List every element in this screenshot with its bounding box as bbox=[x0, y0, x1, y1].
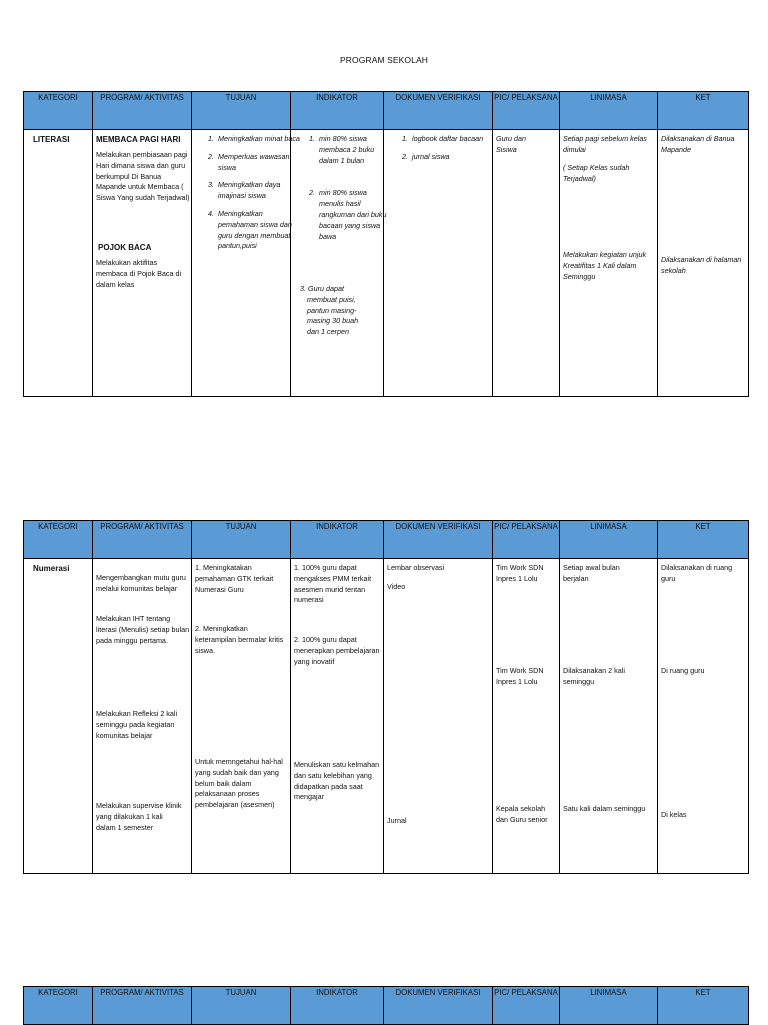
header-indikator: INDIKATOR bbox=[291, 521, 384, 559]
header-indikator: INDIKATOR bbox=[291, 987, 384, 1025]
indikator-3: Menuliskan satu kelmahan dan satu kelebihan yang didapatkan pada saat mengajar bbox=[294, 760, 380, 802]
header-linimasa: LINIMASA bbox=[560, 987, 658, 1025]
tujuan-2: 2. Meningkatkan keterampilan bermalar kritis siswa. bbox=[195, 624, 284, 655]
linimasa-1: Setiap pagi sebelum kelas dimulai bbox=[563, 134, 647, 154]
indikator-list bbox=[301, 134, 393, 249]
header-tujuan: TUJUAN bbox=[192, 987, 291, 1025]
program-table-literasi bbox=[23, 91, 749, 397]
kategori-numerasi: Numerasi bbox=[33, 564, 70, 573]
ket-2: Dilaksanakan di halaman sekolah bbox=[661, 255, 742, 275]
list-item: 2. Memperluas wawasan siswa bbox=[216, 152, 300, 174]
program-title-membaca: MEMBACA PAGI HARI bbox=[96, 135, 181, 144]
pic-3: Kepala sekolah dan Guru senior bbox=[496, 804, 548, 824]
table-row bbox=[24, 559, 749, 874]
header-program: PROGRAM/ AKTIVITAS bbox=[93, 987, 192, 1025]
dokumen-list bbox=[394, 134, 500, 170]
pic-literasi: Guru dan Sisiwa bbox=[496, 134, 526, 154]
tujuan-1: 1. Meningkatakan pemahaman GTK terkait Numerasi Guru bbox=[195, 563, 274, 594]
header-kategori: KATEGORI bbox=[24, 92, 93, 130]
linimasa-1: Setiap awal bulan berjalan bbox=[563, 563, 620, 583]
indikator-1: 1. 100% guru dapat mengakses PMM terkait asesmen murid tentan numerasi bbox=[294, 563, 372, 605]
program-1: Mengembangkan mutu guru melalui komunitas belajar bbox=[96, 573, 186, 593]
table-row bbox=[24, 130, 749, 397]
header-dokumen: DOKUMEN VERIFIKASI bbox=[384, 92, 493, 130]
list-item: 4. Meningkatkan pemahaman siswa dan guru dengan membuat pantun,puisi bbox=[216, 209, 300, 252]
header-linimasa: LINIMASA bbox=[560, 92, 658, 130]
program-table-3 bbox=[23, 986, 749, 1025]
header-indikator: INDIKATOR bbox=[291, 92, 384, 130]
header-program: PROGRAM/ AKTIVITAS bbox=[93, 521, 192, 559]
list-item: 2. jurnal siswa bbox=[410, 152, 500, 163]
program-title-pojok: POJOK BACA bbox=[98, 243, 152, 252]
table-header-row bbox=[24, 92, 749, 130]
ket-1: Dilaksanakan di ruang guru bbox=[661, 563, 733, 583]
header-dokumen: DOKUMEN VERIFIKASI bbox=[384, 521, 493, 559]
ket-2: Di ruang guru bbox=[661, 666, 705, 675]
indikator-2: 2. 100% guru dapat menerapkan pembelajaran yang inovatif bbox=[294, 635, 380, 666]
header-pic: PIC/ PELAKSANA bbox=[493, 521, 560, 559]
program-desc-pojok: Melakukan aktifitas membaca di Pojok Baca di dalam kelas bbox=[96, 258, 182, 289]
header-dokumen: DOKUMEN VERIFIKASI bbox=[384, 987, 493, 1025]
kategori-literasi: LITERASI bbox=[33, 135, 70, 144]
indikator-3: 3. Guru dapat membuat puisi, pantun masing-masing 30 buah dan 1 cerpen bbox=[300, 284, 359, 337]
header-pic: PIC/ PELAKSANA bbox=[493, 92, 560, 130]
header-linimasa: LINIMASA bbox=[560, 521, 658, 559]
dokumen-2: Video bbox=[387, 582, 406, 591]
dokumen-1: Lembar observasi bbox=[387, 563, 445, 572]
header-kategori: KATEGORI bbox=[24, 521, 93, 559]
list-item: 3. Meningkatkan daya imajinasi siswa bbox=[216, 180, 300, 202]
header-tujuan: TUJUAN bbox=[192, 521, 291, 559]
dokumen-3: Jurnal bbox=[387, 816, 407, 825]
header-tujuan: TUJUAN bbox=[192, 92, 291, 130]
linimasa-2: Melakukan kegiatan unjuk Kreatifitas 1 Kali dalam Seminggu bbox=[563, 250, 647, 281]
program-2: Melakukan IHT tentang literasi (Menulis) setiap bulan pada minggu pertama. bbox=[96, 614, 190, 645]
header-ket: KET bbox=[658, 521, 749, 559]
list-item: 2. min 80% siswa menulis hasil rangkuman dari buku bacaan yang siswa bawa bbox=[317, 188, 393, 242]
list-item: 1. logbook daftar bacaan bbox=[410, 134, 500, 145]
list-item: 1. min 80% siswa membaca 2 buku dalam 1 bulan bbox=[317, 134, 393, 166]
program-table-numerasi bbox=[23, 520, 749, 874]
header-ket: KET bbox=[658, 92, 749, 130]
program-desc-membaca: Melakukan pembiasaan pagi Hari dimana siswa dan guru berkumpul Di Banua Mapande untuk Membaca ( Siswa Yang sudah Terjadwal) bbox=[96, 150, 190, 203]
pic-1: Tim Work SDN Inpres 1 Lolu bbox=[496, 563, 544, 583]
header-program: PROGRAM/ AKTIVITAS bbox=[93, 92, 192, 130]
ket-3: Di kelas bbox=[661, 810, 687, 819]
ket-1: Dilaksanakan di Banua Mapande bbox=[661, 134, 735, 154]
pic-2: Tim Work SDN Inpres 1 Lolu bbox=[496, 666, 544, 686]
program-3: Melakukan Refleksi 2 kali seminggu pada kegiatan komunitas belajar bbox=[96, 709, 178, 740]
header-pic: PIC/ PELAKSANA bbox=[493, 987, 560, 1025]
list-item: 1. Meningkatkan minat baca bbox=[216, 134, 300, 145]
linimasa-3: Satu kali dalam seminggu bbox=[563, 804, 646, 813]
tujuan-list bbox=[200, 134, 300, 259]
header-kategori: KATEGORI bbox=[24, 987, 93, 1025]
table-header-row bbox=[24, 521, 749, 559]
document-title: PROGRAM SEKOLAH bbox=[340, 55, 428, 65]
program-4: Melakukan supervise klinik yang dilakukan 1 kali dalam 1 semester bbox=[96, 801, 182, 832]
table-header-row bbox=[24, 987, 749, 1025]
tujuan-3: Untuk memngetahui hal-hal yang sudah baik dan yang belum baik dalam pelaksanaan proses pembelajaran (asesmen) bbox=[195, 757, 283, 810]
linimasa-1b: ( Setiap Kelas sudah Terjadwal) bbox=[563, 163, 630, 183]
header-ket: KET bbox=[658, 987, 749, 1025]
linimasa-2: Dilaksanakan 2 kali seminggu bbox=[563, 666, 625, 686]
